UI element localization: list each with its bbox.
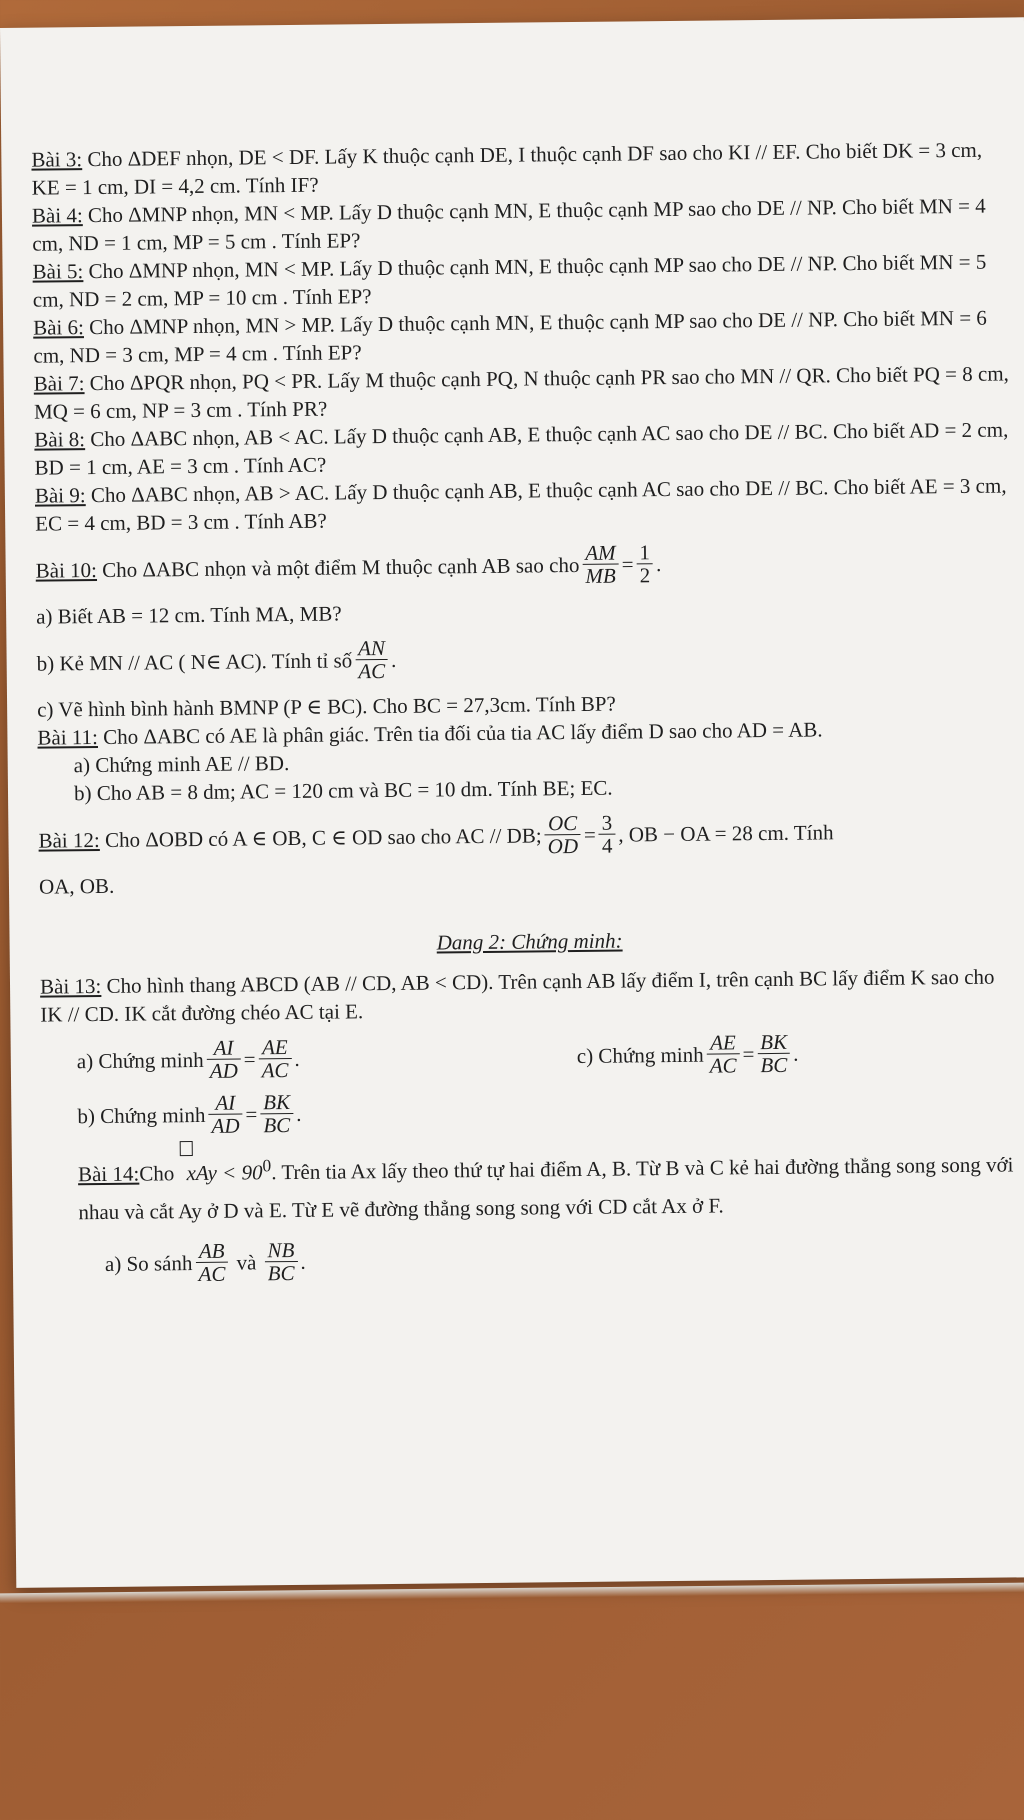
problem-label: Bài 6:	[33, 315, 85, 340]
problem-label: Bài 10:	[35, 557, 98, 583]
problem-10-part-c: c) Vẽ hình bình hành BMNP (P ∈ BC). Cho BC = 27,3cm. Tính BP?	[37, 691, 616, 722]
problem-text: Cho ΔMNP nhọn, MN < MP. Lấy D thuộc cạnh MN, E thuộc cạnh MP sao cho DE // NP. Cho biết MN = 4 cm, ND = 1 cm, MP = 5 cm . Tính EP?	[32, 193, 986, 256]
problem-label: Bài 3:	[31, 147, 83, 172]
problem-10-part-b: b) Kẻ MN // AC ( N∈ AC). Tính tỉ số $\frac{AN}{AC}$ .	[36, 636, 397, 684]
problem-text: Cho ΔABC nhọn, AB < AC. Lấy D thuộc cạnh AB, E thuộc cạnh AC sao cho DE // BC. Cho biết AD = 2 cm, BD = 1 cm, AE = 3 cm . Tính AC?	[34, 417, 1009, 480]
problem-11-part-b: b) Cho AB = 8 dm; AC = 120 cm và BC = 10 dm. Tính BE; EC.	[73, 775, 613, 806]
fraction-an-ac: $\frac{AN}{AC}$	[355, 637, 388, 682]
problem-14: Bài 14:Cho xAy < $90^0$. Trên tia Ax lấy theo thứ tự hai điểm A, B. Từ B và C kẻ hai đường thẳng song song với nhau và cắt Ay ở D và E. Từ E vẽ đường thẳng song song với CD cắt Ax ở F.	[42, 1138, 1023, 1231]
problem-item	[31, 135, 1012, 201]
angle-symbol-icon	[179, 1141, 192, 1156]
worksheet-content	[31, 135, 1023, 1286]
paper-sheet	[0, 17, 1024, 1588]
problem-text: Cho ΔABC nhọn và một điểm M thuộc cạnh AB sao cho	[96, 552, 580, 582]
problem-14-part-a: a) So sánh $\frac{AB}{AC}$ và $\frac{NB}{BC}$ .	[104, 1237, 306, 1286]
problem-label: Bài 5:	[32, 259, 84, 284]
fraction-one-half: $\frac{1}{2}$	[636, 541, 653, 586]
problem-item	[33, 303, 1014, 369]
problem-11-part-a: a) Chứng minh AE // BD.	[73, 751, 290, 778]
problem-item	[34, 359, 1015, 425]
problem-11: Bài 11: Cho ΔABC có AE là phân giác. Trên tia đối của tia AC lấy điểm D sao cho AD = AB.	[37, 717, 823, 750]
problem-item	[35, 471, 1016, 537]
problem-13-part-b: b) Chứng minh $\frac{AI}{AD}$ = $\frac{BK}{BC}$ .	[77, 1090, 302, 1138]
problem-label: Bài 4:	[31, 203, 83, 228]
problem-13: Bài 13: Cho hình thang ABCD (AB // CD, AB < CD). Trên cạnh AB lấy điểm I, trên cạnh BC lấy điểm K sao cho IK // CD. IK cắt đường chéo AC tại E.	[39, 964, 995, 1027]
problem-10: Bài 10: Cho ΔABC nhọn và một điểm M thuộc cạnh AB sao cho $\frac{AM}{MB}$ = $\frac{1}{2}$ .	[35, 540, 662, 588]
problem-13-part-a: a) Chứng minh $\frac{AI}{AD}$ = $\frac{AE}{AC}$ .	[76, 1035, 300, 1083]
problem-list	[31, 135, 1015, 537]
problem-text: Cho ΔMNP nhọn, MN < MP. Lấy D thuộc cạnh MN, E thuộc cạnh MP sao cho DE // NP. Cho biết MN = 5 cm, ND = 2 cm, MP = 10 cm . Tính EP?	[32, 249, 987, 312]
problem-item	[34, 415, 1015, 481]
fraction-am-mb: $\frac{AM}{MB}$	[582, 542, 619, 587]
fraction-three-quarters: $\frac{3}{4}$	[599, 812, 616, 857]
problem-item	[32, 247, 1013, 313]
problem-12-line2: OA, OB.	[38, 873, 115, 899]
section-heading: Dang 2: Chứng minh:	[436, 928, 623, 955]
problem-label: Bài 8:	[34, 427, 86, 452]
problem-text: Cho ΔPQR nhọn, PQ < PR. Lấy M thuộc cạnh PQ, N thuộc cạnh PR sao cho MN // QR. Cho biết PQ = 8 cm, MQ = 6 cm, NP = 3 cm . Tính PR?	[33, 361, 1009, 424]
problem-10-part-a: a) Biết AB = 12 cm. Tính MA, MB?	[36, 601, 342, 629]
problem-label: Bài 7:	[33, 371, 85, 396]
fraction-oc-od: $\frac{OC}{OD}$	[544, 812, 581, 857]
problem-12: Bài 12: Cho ΔOBD có A ∈ OB, C ∈ OD sao cho AC // DB; $\frac{OC}{OD}$ = $\frac{3}{4}$ , OB − OA = 28 cm. Tính	[38, 810, 834, 859]
problem-text: Cho ΔDEF nhọn, DE < DF. Lấy K thuộc cạnh DE, I thuộc cạnh DF sao cho KI // EF. Cho biết DK = 3 cm, KE = 1 cm, DI = 4,2 cm. Tính IF?	[31, 137, 983, 200]
problem-label: Bài 9:	[34, 483, 86, 508]
problem-item	[32, 191, 1013, 257]
problem-13-part-c: c) Chứng minh $\frac{AE}{AC}$ = $\frac{BK}{BC}$ .	[576, 1029, 799, 1078]
problem-text: Cho ΔMNP nhọn, MN > MP. Lấy D thuộc cạnh MN, E thuộc cạnh MP sao cho DE // NP. Cho biết MN = 6 cm, ND = 3 cm, MP = 4 cm . Tính EP?	[33, 305, 987, 368]
problem-text: Cho ΔABC nhọn, AB > AC. Lấy D thuộc cạnh AB, E thuộc cạnh AC sao cho DE // BC. Cho biết AE = 3 cm, EC = 4 cm, BD = 3 cm . Tính AB?	[35, 473, 1007, 536]
